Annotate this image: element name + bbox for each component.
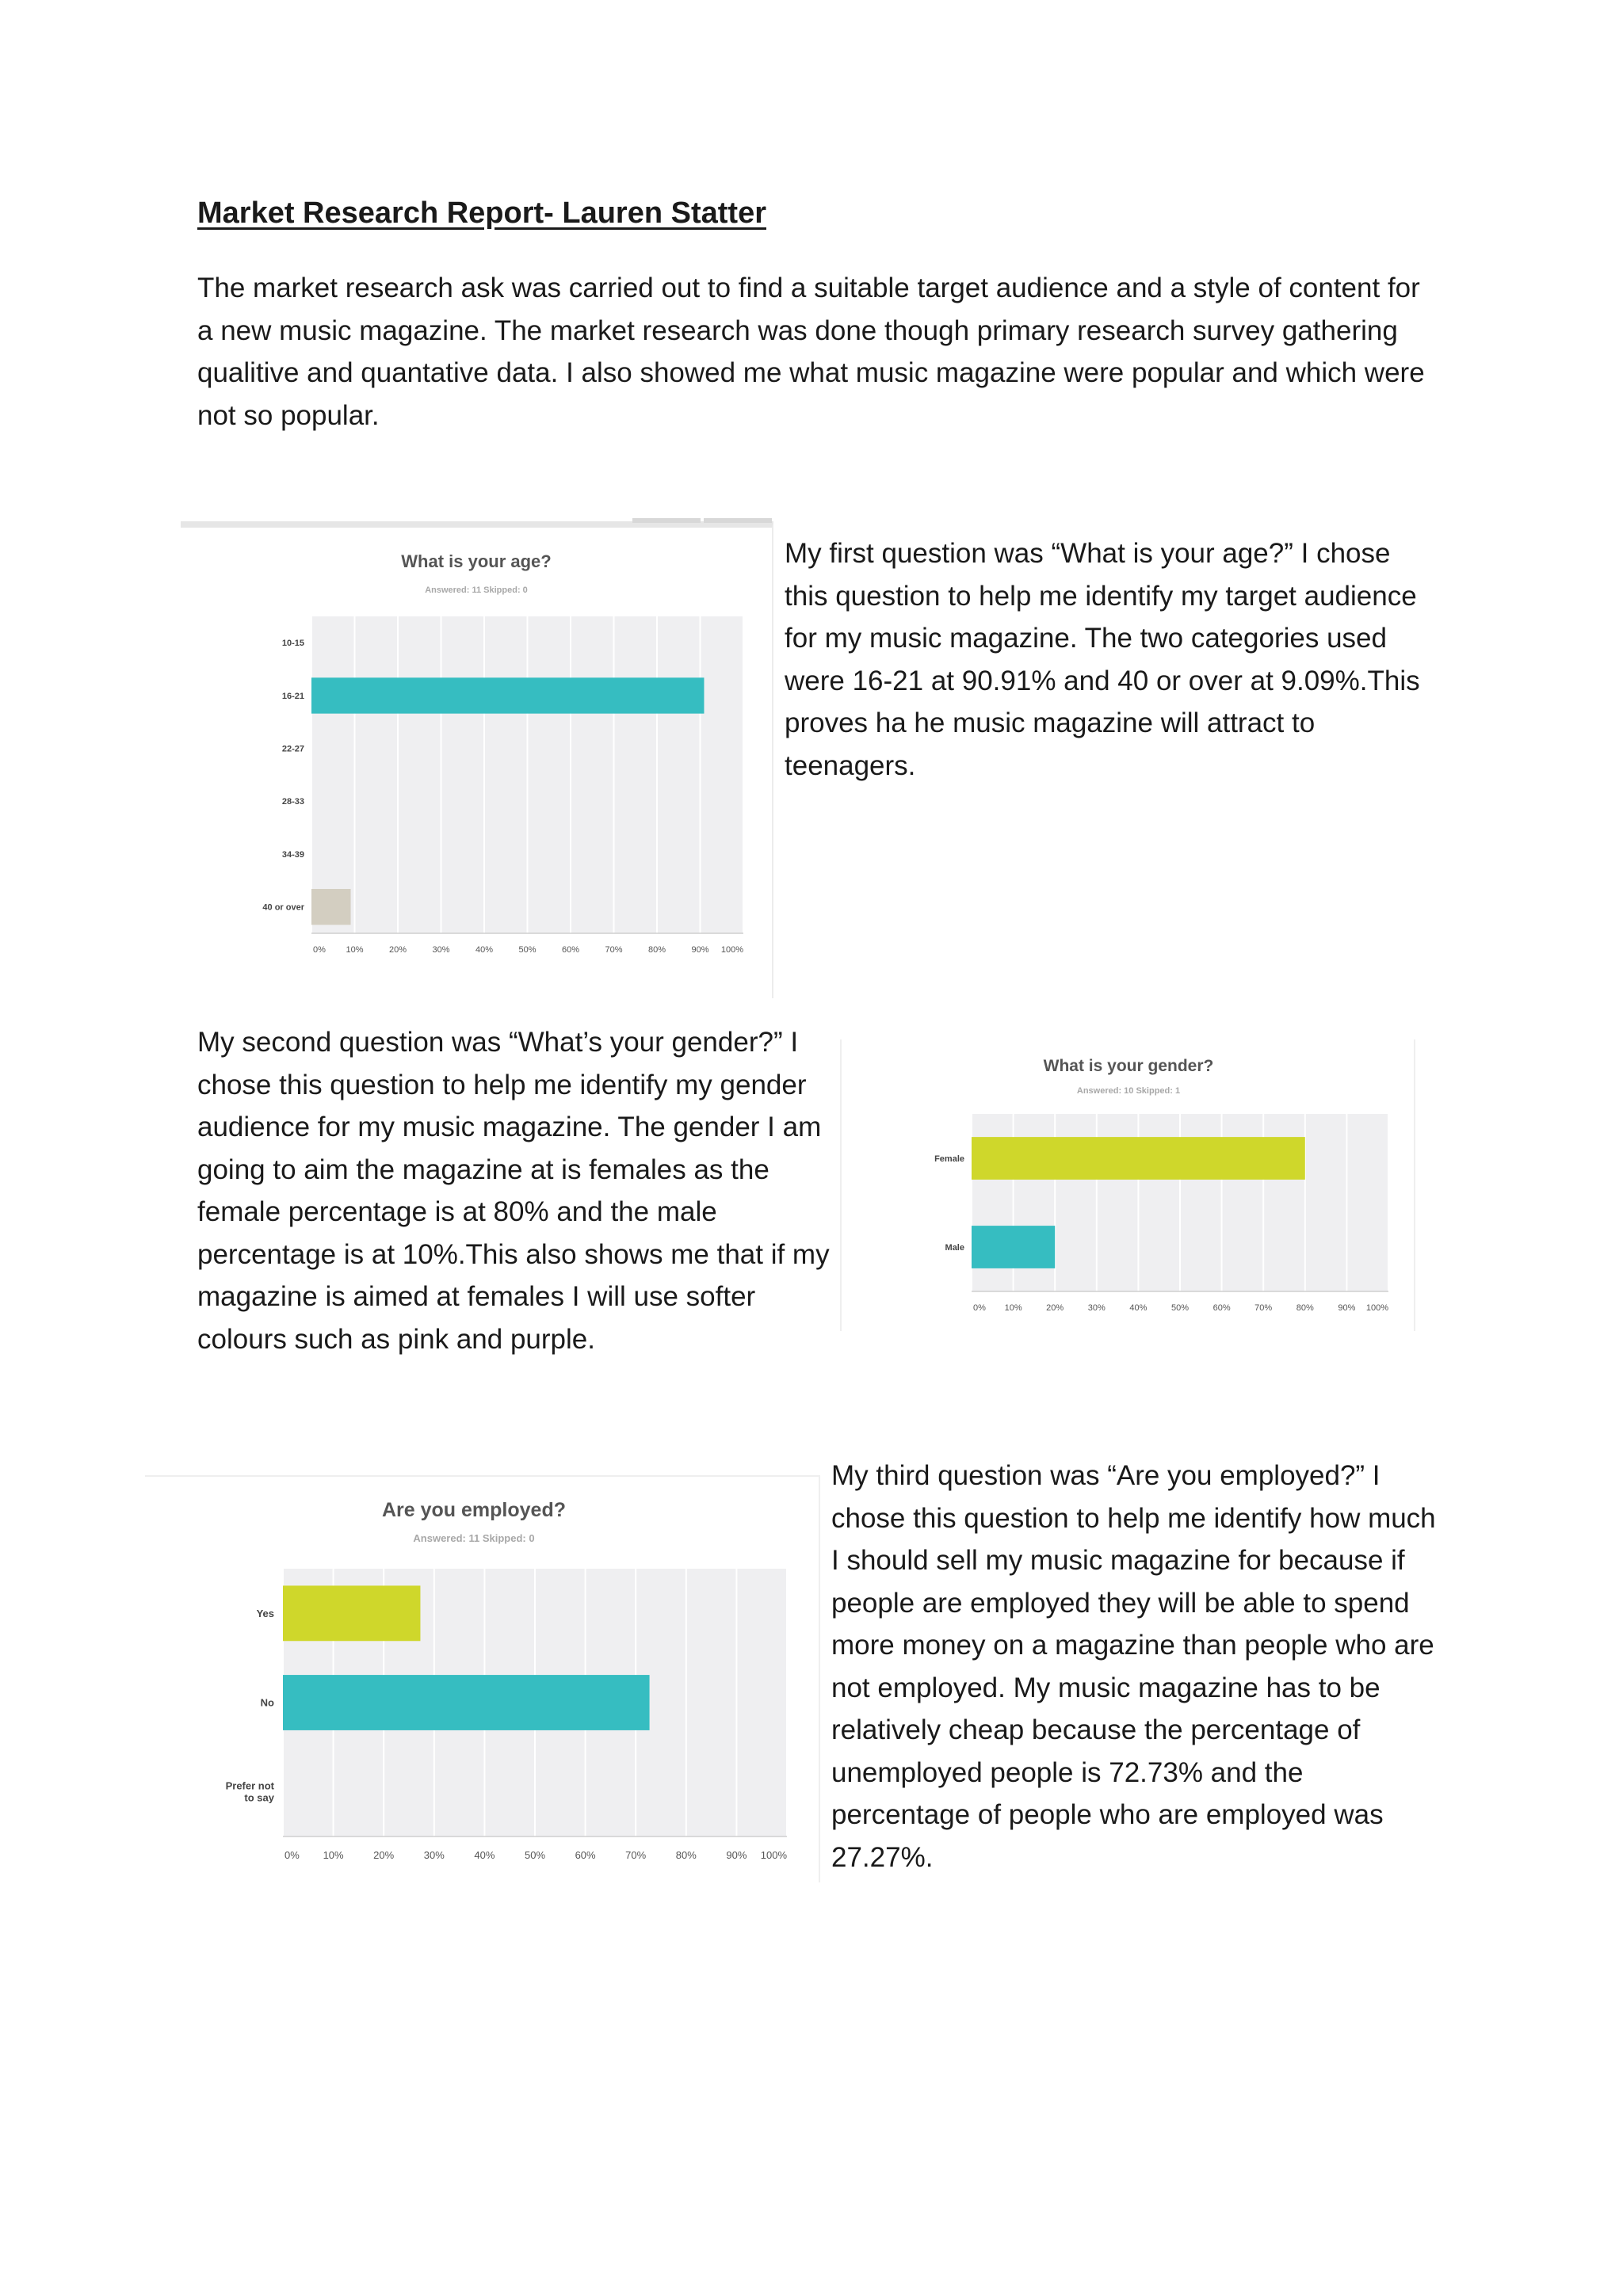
bar-male <box>972 1226 1055 1268</box>
tab-decoration <box>632 518 701 523</box>
x-tick-label: 10% <box>323 1849 344 1861</box>
category-label: Prefer not to say <box>225 1779 274 1804</box>
x-tick-label: 100% <box>760 1849 787 1861</box>
question-1-paragraph: My first question was “What is your age?” I chose this question to help me identify my target audience for my music magazine. The two categories used were 16-21 at 90.91% and 40 or over at 9.09%.This proves ha he music magazine will attract to teenagers. <box>785 538 1420 781</box>
x-tick-label: 100% <box>720 945 743 955</box>
employment-chart-screenshot <box>145 1475 820 1882</box>
category-label: 28-33 <box>281 797 304 807</box>
age-chart-screenshot <box>181 521 773 998</box>
x-tick-label: 60% <box>575 1849 596 1861</box>
x-tick-label: 0% <box>973 1303 986 1313</box>
bar-yes <box>283 1585 420 1641</box>
x-tick-label: 50% <box>1170 1303 1190 1313</box>
chart-subtitle: Answered: 11 Skipped: 0 <box>413 1532 535 1544</box>
bar-no <box>283 1675 650 1730</box>
gender-chart-screenshot <box>840 1039 1415 1331</box>
category-label: Yes <box>256 1607 274 1619</box>
chart-title: What is your age? <box>401 551 552 571</box>
x-tick-label: 80% <box>675 1849 697 1861</box>
category-label: 10-15 <box>281 639 304 649</box>
x-tick-label: 40% <box>1129 1303 1148 1313</box>
category-label: 22-27 <box>281 744 304 754</box>
category-label: 40 or over <box>262 902 304 913</box>
page-title: Market Research Report- Lauren Statter <box>197 196 766 230</box>
x-tick-label: 90% <box>726 1849 747 1861</box>
category-label: Male <box>945 1242 964 1253</box>
x-tick-label: 10% <box>346 945 364 955</box>
x-tick-label: 90% <box>691 945 709 955</box>
x-tick-label: 0% <box>313 945 326 955</box>
x-tick-label: 50% <box>518 945 537 955</box>
chart-subtitle: Answered: 11 Skipped: 0 <box>425 585 528 595</box>
x-tick-label: 50% <box>524 1849 546 1861</box>
gender-chart <box>842 1039 1414 1331</box>
x-tick-label: 70% <box>625 1849 647 1861</box>
x-tick-label: 10% <box>1004 1303 1022 1313</box>
x-tick-label: 0% <box>285 1849 300 1861</box>
x-tick-label: 80% <box>1296 1303 1314 1313</box>
question-3-paragraph: My third question was “Are you employed?” I chose this question to help me identify how much I should sell my music magazine for because if people are employed they will be able to spend more money on a magazine than people who are not employed. My music magazine has to be relatively cheap because the percentage of unemployed people is 72.73% and the percentage of people who are employed was 27.27%. <box>831 1460 1436 1873</box>
intro-paragraph: The market research ask was carried out to find a suitable target audience and a style of content for a new music magazine. The market research was done though primary research survey gathering qualitive and quantative data. I also showed me what music magazine were popular and which were not so popular. <box>197 273 1425 431</box>
category-label: No <box>260 1696 274 1709</box>
tab-decoration <box>704 518 772 523</box>
x-tick-label: 30% <box>1087 1303 1106 1313</box>
x-tick-label: 60% <box>1212 1303 1231 1313</box>
x-tick-label: 60% <box>561 945 580 955</box>
category-label: Female <box>934 1154 964 1164</box>
x-tick-label: 40% <box>474 1849 495 1861</box>
category-label: 34-39 <box>281 849 304 860</box>
x-tick-label: 80% <box>647 945 666 955</box>
x-tick-label: 90% <box>1338 1303 1356 1313</box>
category-label: 16-21 <box>281 691 304 701</box>
bar-16-21 <box>311 677 704 713</box>
chart-subtitle: Answered: 10 Skipped: 1 <box>1076 1086 1181 1096</box>
x-tick-label: 30% <box>432 945 450 955</box>
x-tick-label: 70% <box>605 945 623 955</box>
bar-40-or-over <box>311 889 351 925</box>
x-tick-label: 20% <box>388 945 407 955</box>
question-2-paragraph: My second question was “What’s your gender?” I chose this question to help me identify my gender audience for my music magazine. The gender I am going to aim the magazine at is females as the female percentage is at 80% and the male percentage is at 10%.This also shows me that if my magazine is aimed at females I will use softer colours such as pink and purple. <box>197 1027 830 1355</box>
age-chart <box>181 528 772 998</box>
bar-female <box>972 1137 1305 1180</box>
x-tick-label: 30% <box>423 1849 445 1861</box>
chart-title: Are you employed? <box>382 1499 566 1521</box>
x-tick-label: 40% <box>475 945 494 955</box>
employment-chart <box>145 1477 819 1882</box>
x-tick-label: 20% <box>373 1849 395 1861</box>
x-tick-label: 100% <box>1365 1303 1388 1313</box>
x-tick-label: 70% <box>1254 1303 1273 1313</box>
chart-title: What is your gender? <box>1043 1057 1214 1075</box>
x-tick-label: 20% <box>1046 1303 1064 1313</box>
